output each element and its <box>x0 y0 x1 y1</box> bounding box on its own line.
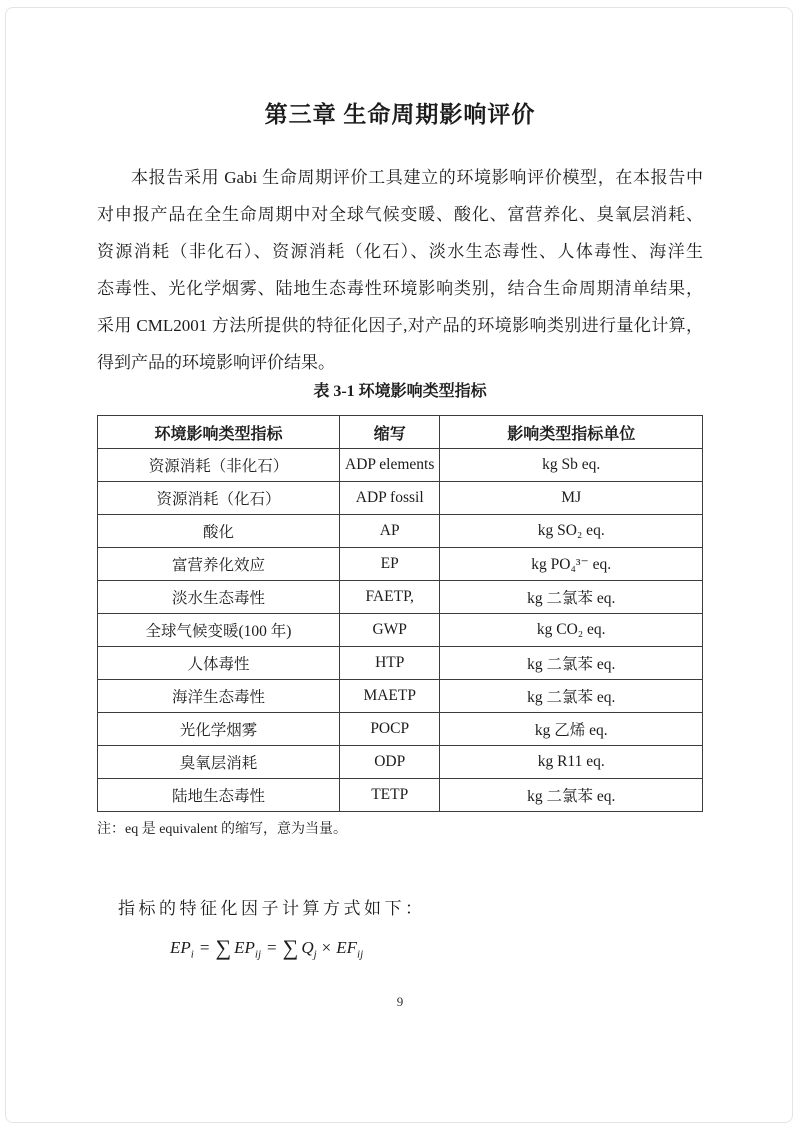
impact-table-body <box>98 449 703 812</box>
header-cell-indicator: 环境影响类型指标 <box>98 416 340 449</box>
formula-lhs-sub: i <box>190 948 194 961</box>
table-cell: MAETP <box>340 680 440 713</box>
table-cell: kg R11 eq. <box>440 746 703 779</box>
table-cell: ODP <box>340 746 440 779</box>
table-cell: 资源消耗（非化石） <box>98 449 340 482</box>
table-row <box>98 614 703 647</box>
table-cell: kg Sb eq. <box>440 449 703 482</box>
table-cell: AP <box>340 515 440 548</box>
table-row <box>98 482 703 515</box>
table-cell: TETP <box>340 779 440 812</box>
table-row <box>98 647 703 680</box>
table-cell: MJ <box>440 482 703 515</box>
table-cell: HTP <box>340 647 440 680</box>
table-cell: ADP fossil <box>340 482 440 515</box>
table-cell: GWP <box>340 614 440 647</box>
table-cell: kg CO₂ eq. <box>440 614 703 647</box>
table-row <box>98 746 703 779</box>
chapter-title: 第三章 生命周期影响评价 <box>264 102 536 127</box>
formula-term-base: EP <box>234 938 255 957</box>
paragraph-line: 资源消耗（非化石）、资源消耗（化石）、淡水生态毒性、人体毒性、海洋生 <box>97 242 703 261</box>
paragraph-line: 得到产品的环境影响评价结果。 <box>97 353 335 372</box>
intro-paragraph <box>97 159 703 381</box>
formula-term-base: EF <box>336 938 358 957</box>
table-cell: kg 二氯苯 eq. <box>440 581 703 614</box>
table-cell: EP <box>340 548 440 581</box>
table-header-row <box>98 416 703 449</box>
table-row <box>98 680 703 713</box>
page-number: 9 <box>396 994 404 1009</box>
paragraph-line: 采用 CML2001 方法所提供的特征化因子,对产品的环境影响类别进行量化计算， <box>97 316 703 335</box>
paragraph-line: 态毒性、光化学烟雾、陆地生态毒性环境影响类别，结合生命周期清单结果， <box>97 279 703 298</box>
table-row <box>98 581 703 614</box>
table-cell: kg SO₂ eq. <box>440 515 703 548</box>
header-cell-abbreviation: 缩写 <box>340 416 440 449</box>
characterization-lead: 指标的特征化因子计算方式如下： <box>118 899 426 918</box>
table-cell: kg 二氯苯 eq. <box>440 647 703 680</box>
header-cell-unit: 影响类型指标单位 <box>440 416 703 449</box>
table-cell: 全球气候变暖(100 年) <box>98 614 340 647</box>
table-cell: 陆地生态毒性 <box>98 779 340 812</box>
multiplication-sign: × <box>321 938 332 957</box>
table-cell: kg PO₄³⁻ eq. <box>440 548 703 581</box>
table-cell: 富营养化效应 <box>98 548 340 581</box>
equals-sign: = <box>267 938 277 957</box>
summation-symbol: ∑ <box>215 935 232 960</box>
paragraph-line: 对申报产品在全生命周期中对全球气候变暖、酸化、富营养化、臭氧层消耗、 <box>97 205 703 224</box>
table-cell: 人体毒性 <box>98 647 340 680</box>
impact-category-table <box>97 415 703 812</box>
characterization-formula <box>170 933 703 969</box>
table-cell: kg 乙烯 eq. <box>440 713 703 746</box>
table-cell: 淡水生态毒性 <box>98 581 340 614</box>
table-cell: kg 二氯苯 eq. <box>440 680 703 713</box>
equals-sign: = <box>199 938 210 957</box>
document-page <box>97 0 703 969</box>
summation-symbol: ∑ <box>282 935 299 960</box>
formula-term-sub: j <box>313 948 317 961</box>
table-cell: kg 二氯苯 eq. <box>440 779 703 812</box>
table-note: 注：eq 是 equivalent 的缩写，意为当量。 <box>97 822 348 837</box>
table-cell: 海洋生态毒性 <box>98 680 340 713</box>
table-caption: 表 3-1 环境影响类型指标 <box>313 383 487 400</box>
formula-term-sub: ij <box>357 948 364 961</box>
table-row <box>98 449 703 482</box>
table-cell: 资源消耗（化石） <box>98 482 340 515</box>
paragraph-line: 本报告采用 Gabi 生命周期评价工具建立的环境影响评价模型，在本报告中 <box>131 168 703 187</box>
table-cell: 臭氧层消耗 <box>98 746 340 779</box>
formula-term-base: Q <box>301 938 314 957</box>
table-row <box>98 548 703 581</box>
table-cell: ADP elements <box>340 449 440 482</box>
table-cell: POCP <box>340 713 440 746</box>
table-cell: 酸化 <box>98 515 340 548</box>
table-row <box>98 713 703 746</box>
table-cell: FAETP, <box>340 581 440 614</box>
table-cell: 光化学烟雾 <box>98 713 340 746</box>
table-row <box>98 515 703 548</box>
formula-term-sub: ij <box>254 948 262 961</box>
formula-lhs-base: EP <box>170 938 191 957</box>
table-row <box>98 779 703 812</box>
